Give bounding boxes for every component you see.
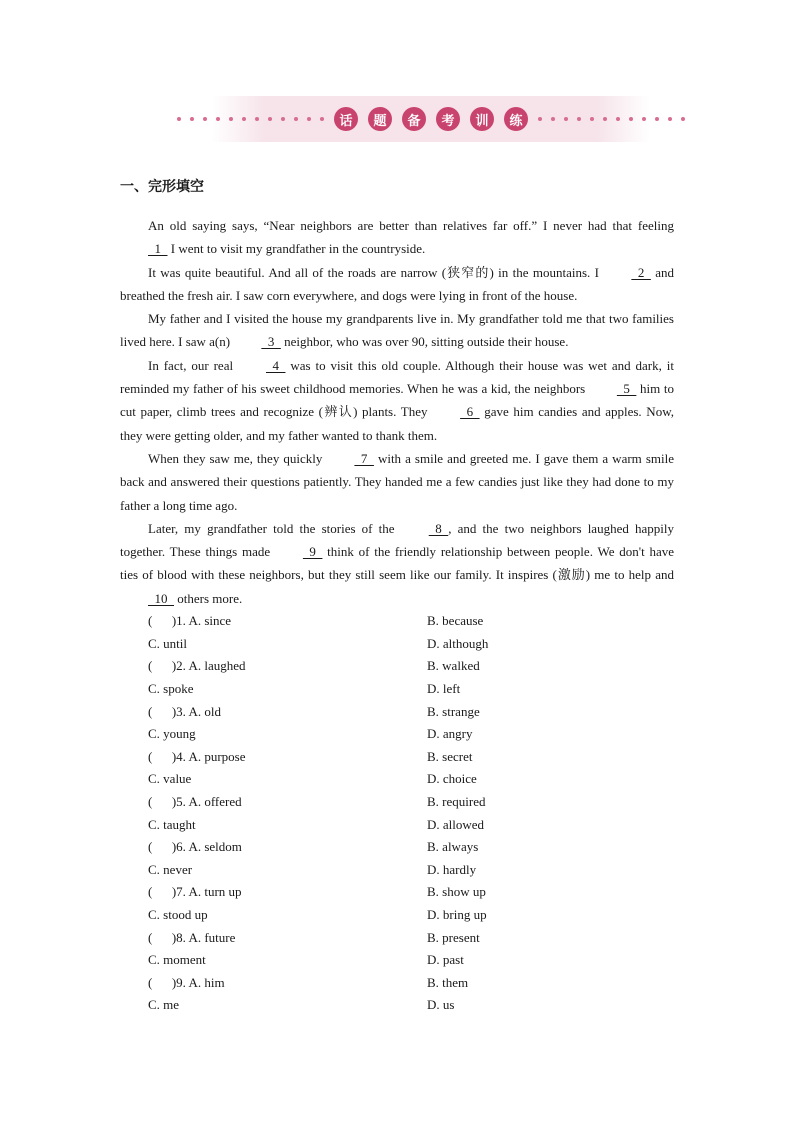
option-text[interactable]: B. show up <box>427 884 486 900</box>
option-row <box>148 768 678 791</box>
cloze-passage <box>120 214 674 610</box>
answer-options <box>148 610 678 1017</box>
banner-char: 备 <box>402 107 426 131</box>
option-text[interactable]: B. always <box>427 839 479 855</box>
option-text[interactable]: D. angry <box>427 726 473 742</box>
cloze-blank[interactable]: 6 <box>460 404 480 420</box>
option-row <box>148 610 678 633</box>
banner-char: 考 <box>436 107 460 131</box>
option-text[interactable]: D. bring up <box>427 907 487 923</box>
option-text[interactable]: B. present <box>427 929 480 945</box>
banner-dots-right <box>538 117 685 121</box>
option-row <box>148 700 678 723</box>
option-text[interactable]: ( )9. A. him <box>148 974 225 990</box>
cloze-blank[interactable]: 9 <box>302 544 323 560</box>
option-row <box>148 723 678 746</box>
option-text[interactable]: D. hardly <box>427 861 477 877</box>
option-text[interactable]: C. young <box>148 726 196 742</box>
cloze-blank[interactable]: 2 <box>631 264 651 280</box>
option-text[interactable]: ( )4. A. purpose <box>148 748 246 764</box>
option-text[interactable]: C. spoke <box>148 681 194 697</box>
option-text[interactable]: C. taught <box>148 816 196 832</box>
option-row <box>148 949 678 972</box>
option-text[interactable]: ( )6. A. seldom <box>148 839 242 855</box>
option-row <box>148 904 678 927</box>
option-row <box>148 972 678 995</box>
banner-char: 题 <box>368 107 392 131</box>
option-text[interactable]: D. choice <box>427 771 477 787</box>
option-row <box>148 746 678 769</box>
option-text[interactable]: D. although <box>427 635 489 651</box>
option-text[interactable]: C. value <box>148 771 192 787</box>
option-text[interactable]: B. secret <box>427 748 473 764</box>
passage-paragraph: It was quite beautiful. And all of the roads are narrow (狭窄的) in the mountains. I 2 and breathed the fresh air. I saw corn everywhere, and dogs were lying in front of the house. <box>120 261 674 308</box>
banner-char: 训 <box>470 107 494 131</box>
option-text[interactable]: ( )5. A. offered <box>148 794 242 810</box>
cloze-blank[interactable]: 10 <box>148 590 174 606</box>
cloze-blank[interactable]: 3 <box>261 334 281 350</box>
option-row <box>148 926 678 949</box>
cloze-blank[interactable]: 5 <box>616 381 637 397</box>
option-text[interactable]: B. strange <box>427 703 480 719</box>
option-text[interactable]: C. never <box>148 861 193 877</box>
banner-dots-left <box>177 117 324 121</box>
option-text[interactable]: C. me <box>148 997 180 1013</box>
option-row <box>148 994 678 1017</box>
option-text[interactable]: ( )1. A. since <box>148 613 232 629</box>
option-row <box>148 678 678 701</box>
cloze-blank[interactable]: 8 <box>428 520 449 536</box>
passage-paragraph: Later, my grandfather told the stories of the 8 , and the two neighbors laughed happily together. These things made 9 think of the friendly relationship between people. We don't have ties of blood with these neighbors, but they still seem like our family. It inspires (激励) me to help and 10 others more. <box>120 517 674 610</box>
banner-char: 练 <box>504 107 528 131</box>
option-text[interactable]: ( )8. A. future <box>148 929 236 945</box>
section-title: 一、完形填空 <box>120 179 204 195</box>
option-row <box>148 655 678 678</box>
option-text[interactable]: ( )2. A. laughed <box>148 658 246 674</box>
option-row <box>148 791 678 814</box>
topic-banner <box>212 96 650 142</box>
option-row <box>148 859 678 882</box>
option-text[interactable]: B. them <box>427 974 469 990</box>
option-text[interactable]: B. required <box>427 794 486 810</box>
option-text[interactable]: D. left <box>427 681 461 697</box>
passage-paragraph: An old saying says, “Near neighbors are better than relatives far off.” I never had that feeling 1 I went to visit my grandfather in the countryside. <box>120 214 674 261</box>
cloze-blank[interactable]: 4 <box>265 357 286 373</box>
option-row <box>148 813 678 836</box>
banner-char: 话 <box>334 107 358 131</box>
option-text[interactable]: D. allowed <box>427 816 485 832</box>
option-text[interactable]: ( )7. A. turn up <box>148 884 242 900</box>
option-text[interactable]: C. until <box>148 635 188 651</box>
option-row <box>148 633 678 656</box>
option-row <box>148 836 678 859</box>
passage-paragraph: My father and I visited the house my grandparents live in. My grandfather told me that two families lived here. I saw a(n) 3 neighbor, who was over 90, sitting outside their house. <box>120 307 674 354</box>
option-row <box>148 881 678 904</box>
banner-title <box>334 107 528 131</box>
option-text[interactable]: D. past <box>427 952 464 968</box>
option-text[interactable]: D. us <box>427 997 455 1013</box>
passage-paragraph: In fact, our real 4 was to visit this old couple. Although their house was wet and dark, it reminded my father of his sweet childhood memories. When he was a kid, the neighbors 5 him to cut paper, climb trees and recognize (辨认) plants. They 6 gave him candies and apples. Now, they were getting older, and my father wanted to thank them. <box>120 354 674 447</box>
option-text[interactable]: C. stood up <box>148 907 208 923</box>
option-text[interactable]: C. moment <box>148 952 206 968</box>
passage-paragraph: When they saw me, they quickly 7 with a smile and greeted me. I gave them a warm smile back and answered their questions patiently. They handed me a few candies just like they had done to my father a long time ago. <box>120 447 674 517</box>
option-text[interactable]: B. walked <box>427 658 480 674</box>
cloze-blank[interactable]: 7 <box>354 450 374 466</box>
option-text[interactable]: B. because <box>427 613 484 629</box>
option-text[interactable]: ( )3. A. old <box>148 703 221 719</box>
cloze-blank[interactable]: 1 <box>148 241 168 257</box>
